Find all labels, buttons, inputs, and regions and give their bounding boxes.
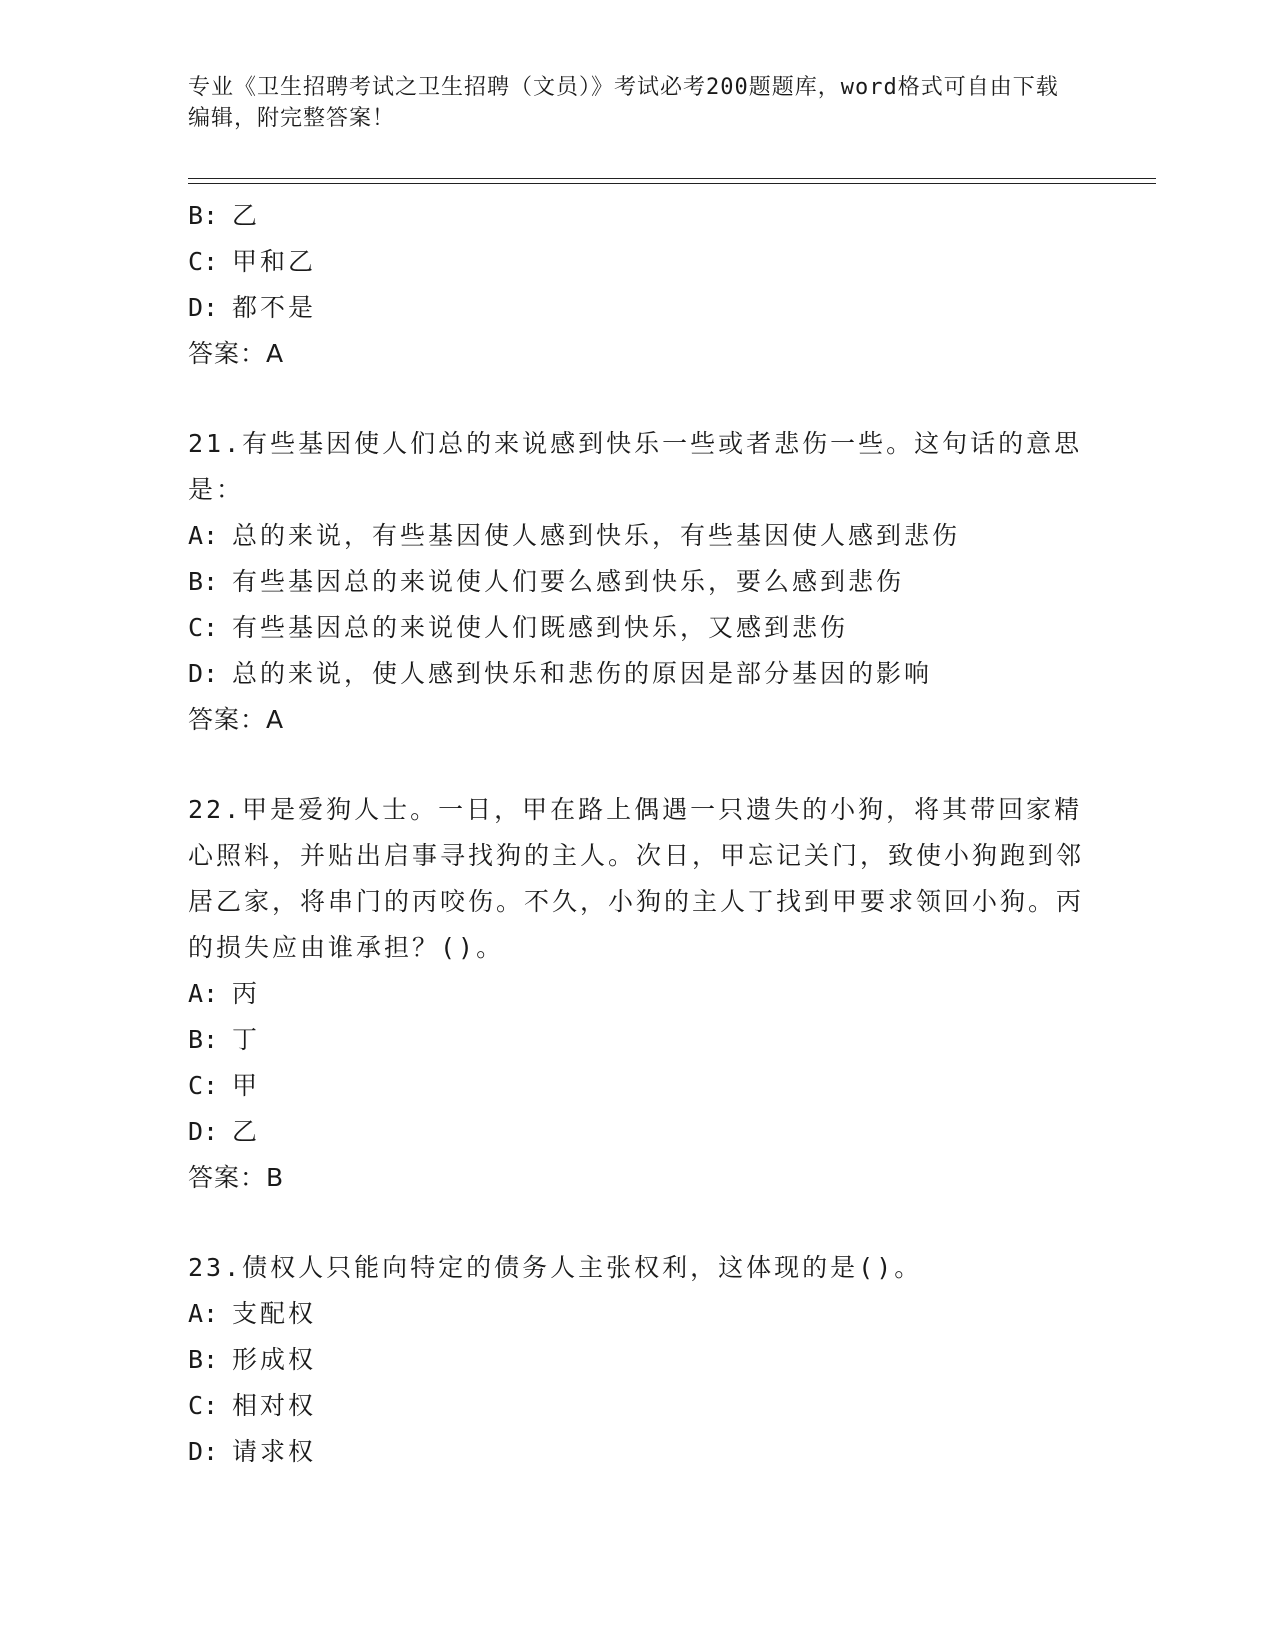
option-d: D: 都不是 <box>188 293 317 322</box>
option-a: A: 总的来说，有些基因使人感到快乐，有些基因使人感到悲伤 <box>188 521 961 550</box>
option-b: B: 形成权 <box>188 1345 317 1374</box>
option-d: D: 请求权 <box>188 1437 317 1466</box>
question-20-continued <box>188 193 1088 377</box>
option-b: B: 乙 <box>188 201 261 230</box>
question-stem: 23.债权人只能向特定的债务人主张权利，这体现的是()。 <box>188 1253 923 1282</box>
header-divider-bottom <box>188 183 1156 184</box>
header-divider-top <box>188 178 1156 179</box>
option-c: C: 有些基因总的来说使人们既感到快乐，又感到悲伤 <box>188 613 849 642</box>
option-d: D: 乙 <box>188 1117 261 1146</box>
option-a: A: 支配权 <box>188 1299 317 1328</box>
option-b: B: 丁 <box>188 1025 261 1054</box>
question-21 <box>188 421 1088 743</box>
option-c: C: 相对权 <box>188 1391 317 1420</box>
question-list <box>188 193 1088 1475</box>
question-22 <box>188 787 1088 1201</box>
answer-line: 答案：A <box>188 339 285 368</box>
option-d: D: 总的来说，使人感到快乐和悲伤的原因是部分基因的影响 <box>188 659 933 688</box>
question-23 <box>188 1245 1088 1475</box>
answer-line: 答案：B <box>188 1163 285 1192</box>
option-c: C: 甲和乙 <box>188 247 317 276</box>
option-a: A: 丙 <box>188 979 261 1008</box>
question-stem: 21.有些基因使人们总的来说感到快乐一些或者悲伤一些。这句话的意思是： <box>188 429 1083 504</box>
answer-line: 答案：A <box>188 705 285 734</box>
option-b: B: 有些基因总的来说使人们要么感到快乐，要么感到悲伤 <box>188 567 905 596</box>
document-header: 专业《卫生招聘考试之卫生招聘（文员）》考试必考200题题库，word格式可自由下载编辑，附完整答案！ <box>188 75 1059 131</box>
question-stem: 22.甲是爱狗人士。一日，甲在路上偶遇一只遗失的小狗，将其带回家精心照料，并贴出启事寻找狗的主人。次日，甲忘记关门，致使小狗跑到邻居乙家，将串门的丙咬伤。不久，小狗的主人丁找到甲要求领回小狗。丙的损失应由谁承担？()。 <box>188 795 1085 962</box>
option-c: C: 甲 <box>188 1071 261 1100</box>
